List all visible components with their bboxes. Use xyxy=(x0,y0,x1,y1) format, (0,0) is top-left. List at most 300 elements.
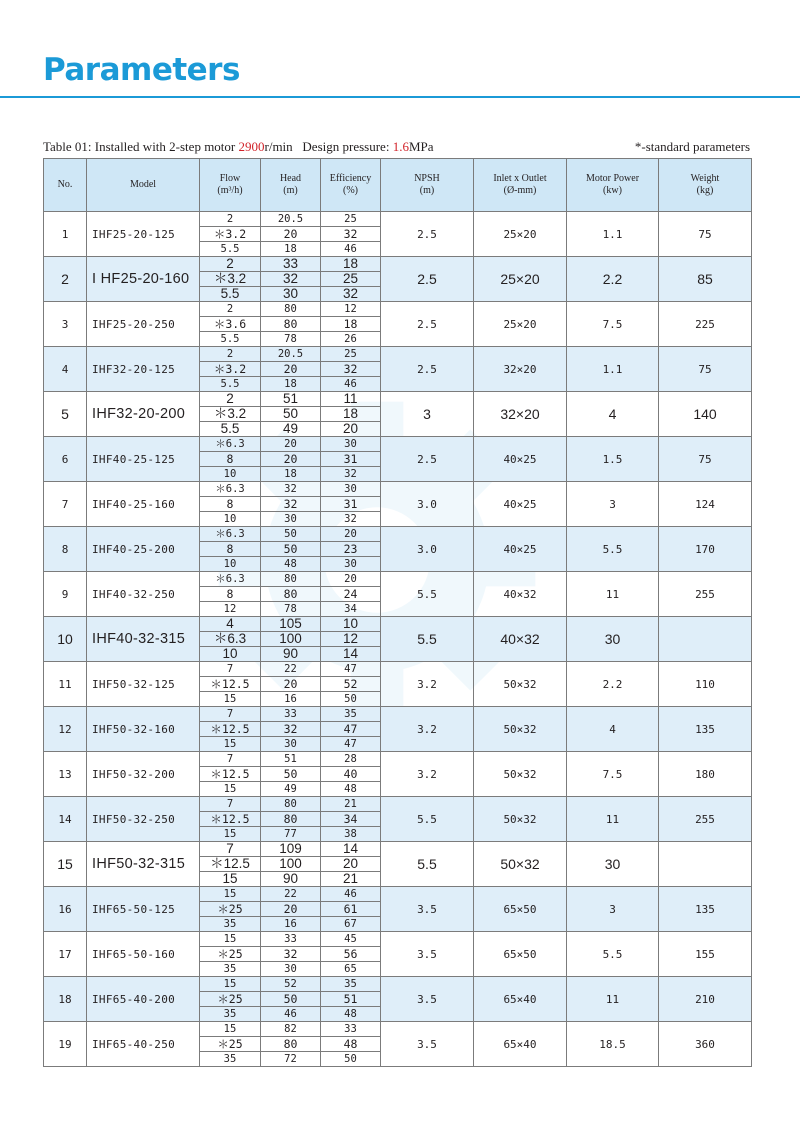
npsh-cell: 5.5 xyxy=(381,797,474,842)
efficiency-cell: 23 xyxy=(321,542,381,557)
head-cell: 51 xyxy=(261,752,321,767)
head-cell: 90 xyxy=(261,647,321,662)
row-number: 12 xyxy=(44,707,87,752)
efficiency-cell: 34 xyxy=(321,602,381,617)
title-divider xyxy=(0,96,800,98)
efficiency-cell: 38 xyxy=(321,827,381,842)
model-cell: IHF40-25-125 xyxy=(87,437,200,482)
table-header-row xyxy=(44,159,752,212)
motor-power-cell: 3 xyxy=(567,887,659,932)
pump-row-group xyxy=(44,977,752,1022)
npsh-cell: 3.2 xyxy=(381,662,474,707)
flow-cell: ＊12.5 xyxy=(200,767,261,782)
flow-cell: 15 xyxy=(200,737,261,752)
inlet-outlet-cell: 50×32 xyxy=(474,842,567,887)
efficiency-cell: 51 xyxy=(321,992,381,1007)
npsh-cell: 3.0 xyxy=(381,482,474,527)
flow-cell: ＊3.2 xyxy=(200,272,261,287)
model-cell: IHF65-50-160 xyxy=(87,932,200,977)
pump-row-group xyxy=(44,257,752,302)
head-cell: 49 xyxy=(261,422,321,437)
efficiency-cell: 47 xyxy=(321,722,381,737)
efficiency-cell: 18 xyxy=(321,257,381,272)
npsh-cell: 2.5 xyxy=(381,347,474,392)
npsh-cell: 2.5 xyxy=(381,212,474,257)
efficiency-cell: 32 xyxy=(321,512,381,527)
table-row xyxy=(44,482,752,497)
efficiency-cell: 48 xyxy=(321,1037,381,1052)
head-cell: 72 xyxy=(261,1052,321,1067)
head-cell: 16 xyxy=(261,692,321,707)
pump-row-group xyxy=(44,527,752,572)
efficiency-cell: 48 xyxy=(321,1007,381,1022)
flow-cell: 2 xyxy=(200,392,261,407)
motor-power-cell: 7.5 xyxy=(567,302,659,347)
inlet-outlet-cell: 40×25 xyxy=(474,482,567,527)
flow-cell: 35 xyxy=(200,1052,261,1067)
weight-cell: 210 xyxy=(659,977,752,1022)
flow-cell: ＊25 xyxy=(200,1037,261,1052)
header-npsh: NPSH (m) xyxy=(381,159,474,212)
weight-cell: 255 xyxy=(659,572,752,617)
table-row xyxy=(44,977,752,992)
model-cell: IHF65-40-200 xyxy=(87,977,200,1022)
head-cell: 20 xyxy=(261,902,321,917)
weight-cell: 85 xyxy=(659,257,752,302)
weight-cell: 360 xyxy=(659,1022,752,1067)
weight-cell: 180 xyxy=(659,752,752,797)
flow-cell: 35 xyxy=(200,962,261,977)
weight-cell: 75 xyxy=(659,347,752,392)
flow-cell: ＊12.5 xyxy=(200,812,261,827)
head-cell: 78 xyxy=(261,332,321,347)
head-cell: 33 xyxy=(261,257,321,272)
flow-cell: ＊12.5 xyxy=(200,857,261,872)
header-flow: Flow (m³/h) xyxy=(200,159,261,212)
inlet-outlet-cell: 50×32 xyxy=(474,797,567,842)
head-cell: 100 xyxy=(261,857,321,872)
efficiency-cell: 40 xyxy=(321,767,381,782)
motor-power-cell: 1.5 xyxy=(567,437,659,482)
head-cell: 50 xyxy=(261,767,321,782)
weight-cell xyxy=(659,617,752,662)
head-cell: 105 xyxy=(261,617,321,632)
pump-row-group xyxy=(44,617,752,662)
motor-power-cell: 4 xyxy=(567,707,659,752)
pump-row-group xyxy=(44,752,752,797)
head-cell: 30 xyxy=(261,737,321,752)
efficiency-cell: 61 xyxy=(321,902,381,917)
weight-cell: 124 xyxy=(659,482,752,527)
motor-power-cell: 30 xyxy=(567,617,659,662)
weight-cell: 75 xyxy=(659,437,752,482)
npsh-cell: 3.5 xyxy=(381,887,474,932)
head-cell: 48 xyxy=(261,557,321,572)
efficiency-cell: 30 xyxy=(321,482,381,497)
efficiency-cell: 11 xyxy=(321,392,381,407)
flow-cell: 5.5 xyxy=(200,332,261,347)
head-cell: 90 xyxy=(261,872,321,887)
table-row xyxy=(44,302,752,317)
npsh-cell: 2.5 xyxy=(381,257,474,302)
model-cell: IHF50-32-125 xyxy=(87,662,200,707)
efficiency-cell: 47 xyxy=(321,662,381,677)
flow-cell: 10 xyxy=(200,647,261,662)
flow-cell: 2 xyxy=(200,257,261,272)
head-cell: 80 xyxy=(261,812,321,827)
flow-cell: 15 xyxy=(200,932,261,947)
weight-cell: 140 xyxy=(659,392,752,437)
model-cell: IHF25-20-250 xyxy=(87,302,200,347)
model-cell: IHF50-32-250 xyxy=(87,797,200,842)
head-cell: 51 xyxy=(261,392,321,407)
flow-cell: ＊25 xyxy=(200,902,261,917)
row-number: 11 xyxy=(44,662,87,707)
motor-power-cell: 1.1 xyxy=(567,347,659,392)
efficiency-cell: 35 xyxy=(321,707,381,722)
flow-cell: 5.5 xyxy=(200,242,261,257)
caption-pressure-unit: MPa xyxy=(408,139,434,154)
efficiency-cell: 32 xyxy=(321,227,381,242)
head-cell: 20 xyxy=(261,677,321,692)
model-cell: IHF40-25-160 xyxy=(87,482,200,527)
weight-cell: 110 xyxy=(659,662,752,707)
header-efficiency: Efficiency (%) xyxy=(321,159,381,212)
efficiency-cell: 32 xyxy=(321,467,381,482)
row-number: 13 xyxy=(44,752,87,797)
caption-pressure: 1.6 xyxy=(392,139,409,154)
weight-cell: 135 xyxy=(659,707,752,752)
head-cell: 32 xyxy=(261,947,321,962)
efficiency-cell: 21 xyxy=(321,797,381,812)
caption-prefix: Table 01: Installed with 2-step motor xyxy=(43,139,239,154)
head-cell: 18 xyxy=(261,242,321,257)
flow-cell: 15 xyxy=(200,887,261,902)
efficiency-cell: 50 xyxy=(321,692,381,707)
model-cell: IHF65-40-250 xyxy=(87,1022,200,1067)
inlet-outlet-cell: 25×20 xyxy=(474,212,567,257)
head-cell: 30 xyxy=(261,512,321,527)
efficiency-cell: 12 xyxy=(321,302,381,317)
efficiency-cell: 10 xyxy=(321,617,381,632)
row-number: 18 xyxy=(44,977,87,1022)
flow-cell: 10 xyxy=(200,557,261,572)
motor-power-cell: 5.5 xyxy=(567,527,659,572)
head-cell: 30 xyxy=(261,962,321,977)
inlet-outlet-cell: 50×32 xyxy=(474,752,567,797)
pump-row-group xyxy=(44,482,752,527)
head-cell: 32 xyxy=(261,722,321,737)
header-inlet-outlet: Inlet x Outlet (Ø-mm) xyxy=(474,159,567,212)
table-row xyxy=(44,752,752,767)
row-number: 15 xyxy=(44,842,87,887)
head-cell: 32 xyxy=(261,272,321,287)
efficiency-cell: 18 xyxy=(321,317,381,332)
flow-cell: ＊6.3 xyxy=(200,482,261,497)
flow-cell: 7 xyxy=(200,707,261,722)
row-number: 17 xyxy=(44,932,87,977)
head-cell: 22 xyxy=(261,887,321,902)
head-cell: 80 xyxy=(261,797,321,812)
head-cell: 109 xyxy=(261,842,321,857)
pump-row-group xyxy=(44,1022,752,1067)
npsh-cell: 5.5 xyxy=(381,572,474,617)
flow-cell: 7 xyxy=(200,842,261,857)
head-cell: 52 xyxy=(261,977,321,992)
head-cell: 33 xyxy=(261,707,321,722)
flow-cell: 7 xyxy=(200,752,261,767)
efficiency-cell: 47 xyxy=(321,737,381,752)
efficiency-cell: 33 xyxy=(321,1022,381,1037)
efficiency-cell: 56 xyxy=(321,947,381,962)
head-cell: 46 xyxy=(261,1007,321,1022)
flow-cell: ＊25 xyxy=(200,992,261,1007)
npsh-cell: 3.2 xyxy=(381,752,474,797)
head-cell: 100 xyxy=(261,632,321,647)
model-cell: IHF40-32-250 xyxy=(87,572,200,617)
header-head: Head (m) xyxy=(261,159,321,212)
table-row xyxy=(44,617,752,632)
weight-cell: 75 xyxy=(659,212,752,257)
flow-cell: ＊3.6 xyxy=(200,317,261,332)
head-cell: 30 xyxy=(261,287,321,302)
flow-cell: 15 xyxy=(200,1022,261,1037)
model-cell: IHF40-32-315 xyxy=(87,617,200,662)
inlet-outlet-cell: 50×32 xyxy=(474,662,567,707)
table-row xyxy=(44,257,752,272)
page-title: Parameters xyxy=(43,52,240,88)
table-row xyxy=(44,932,752,947)
flow-cell: 35 xyxy=(200,917,261,932)
inlet-outlet-cell: 32×20 xyxy=(474,392,567,437)
flow-cell: ＊12.5 xyxy=(200,722,261,737)
weight-cell xyxy=(659,842,752,887)
flow-cell: 2 xyxy=(200,347,261,362)
standard-parameters-note: *-standard parameters xyxy=(634,139,750,154)
inlet-outlet-cell: 40×32 xyxy=(474,572,567,617)
efficiency-cell: 21 xyxy=(321,872,381,887)
efficiency-cell: 31 xyxy=(321,452,381,467)
pump-row-group xyxy=(44,932,752,977)
weight-cell: 155 xyxy=(659,932,752,977)
inlet-outlet-cell: 65×40 xyxy=(474,977,567,1022)
model-cell: I HF25-20-160 xyxy=(87,257,200,302)
efficiency-cell: 25 xyxy=(321,272,381,287)
motor-power-cell: 11 xyxy=(567,572,659,617)
npsh-cell: 3.5 xyxy=(381,1022,474,1067)
flow-cell: 7 xyxy=(200,662,261,677)
flow-cell: ＊6.3 xyxy=(200,437,261,452)
head-cell: 50 xyxy=(261,992,321,1007)
head-cell: 80 xyxy=(261,587,321,602)
flow-cell: ＊6.3 xyxy=(200,527,261,542)
efficiency-cell: 46 xyxy=(321,377,381,392)
row-number: 5 xyxy=(44,392,87,437)
row-number: 2 xyxy=(44,257,87,302)
motor-power-cell: 4 xyxy=(567,392,659,437)
motor-power-cell: 2.2 xyxy=(567,662,659,707)
caption-speed-unit: r/min xyxy=(264,139,293,154)
efficiency-cell: 14 xyxy=(321,647,381,662)
head-cell: 22 xyxy=(261,662,321,677)
row-number: 4 xyxy=(44,347,87,392)
inlet-outlet-cell: 25×20 xyxy=(474,302,567,347)
caption-pressure-label: Design pressure: xyxy=(292,139,393,154)
table-row xyxy=(44,527,752,542)
efficiency-cell: 20 xyxy=(321,527,381,542)
efficiency-cell: 46 xyxy=(321,887,381,902)
flow-cell: 8 xyxy=(200,452,261,467)
efficiency-cell: 48 xyxy=(321,782,381,797)
npsh-cell: 5.5 xyxy=(381,842,474,887)
table-caption xyxy=(43,139,434,155)
npsh-cell: 3.2 xyxy=(381,707,474,752)
flow-cell: 8 xyxy=(200,587,261,602)
flow-cell: 8 xyxy=(200,497,261,512)
flow-cell: 7 xyxy=(200,797,261,812)
npsh-cell: 3 xyxy=(381,392,474,437)
efficiency-cell: 20 xyxy=(321,572,381,587)
head-cell: 50 xyxy=(261,542,321,557)
flow-cell: ＊25 xyxy=(200,947,261,962)
flow-cell: ＊3.2 xyxy=(200,227,261,242)
row-number: 7 xyxy=(44,482,87,527)
pump-row-group xyxy=(44,887,752,932)
head-cell: 16 xyxy=(261,917,321,932)
efficiency-cell: 12 xyxy=(321,632,381,647)
efficiency-cell: 18 xyxy=(321,407,381,422)
efficiency-cell: 20 xyxy=(321,857,381,872)
flow-cell: ＊6.3 xyxy=(200,632,261,647)
efficiency-cell: 14 xyxy=(321,842,381,857)
row-number: 8 xyxy=(44,527,87,572)
head-cell: 50 xyxy=(261,527,321,542)
flow-cell: ＊12.5 xyxy=(200,677,261,692)
flow-cell: 10 xyxy=(200,467,261,482)
table-row xyxy=(44,797,752,812)
pump-row-group xyxy=(44,572,752,617)
inlet-outlet-cell: 25×20 xyxy=(474,257,567,302)
npsh-cell: 3.5 xyxy=(381,932,474,977)
model-cell: IHF25-20-125 xyxy=(87,212,200,257)
efficiency-cell: 24 xyxy=(321,587,381,602)
head-cell: 18 xyxy=(261,377,321,392)
pump-row-group xyxy=(44,707,752,752)
head-cell: 80 xyxy=(261,572,321,587)
head-cell: 33 xyxy=(261,932,321,947)
row-number: 1 xyxy=(44,212,87,257)
efficiency-cell: 35 xyxy=(321,977,381,992)
flow-cell: ＊3.2 xyxy=(200,407,261,422)
efficiency-cell: 25 xyxy=(321,347,381,362)
table-row xyxy=(44,572,752,587)
motor-power-cell: 18.5 xyxy=(567,1022,659,1067)
row-number: 6 xyxy=(44,437,87,482)
efficiency-cell: 50 xyxy=(321,1052,381,1067)
inlet-outlet-cell: 65×50 xyxy=(474,887,567,932)
head-cell: 32 xyxy=(261,482,321,497)
pump-row-group xyxy=(44,392,752,437)
efficiency-cell: 67 xyxy=(321,917,381,932)
motor-power-cell: 5.5 xyxy=(567,932,659,977)
efficiency-cell: 65 xyxy=(321,962,381,977)
efficiency-cell: 34 xyxy=(321,812,381,827)
pump-row-group xyxy=(44,302,752,347)
table-row xyxy=(44,707,752,722)
motor-power-cell: 7.5 xyxy=(567,752,659,797)
head-cell: 80 xyxy=(261,1037,321,1052)
caption-speed: 2900 xyxy=(238,139,265,154)
inlet-outlet-cell: 65×40 xyxy=(474,1022,567,1067)
head-cell: 78 xyxy=(261,602,321,617)
row-number: 16 xyxy=(44,887,87,932)
table-row xyxy=(44,662,752,677)
motor-power-cell: 1.1 xyxy=(567,212,659,257)
pump-row-group xyxy=(44,437,752,482)
header-weight: Weight (kg) xyxy=(659,159,752,212)
efficiency-cell: 46 xyxy=(321,242,381,257)
table-row xyxy=(44,347,752,362)
npsh-cell: 2.5 xyxy=(381,302,474,347)
npsh-cell: 2.5 xyxy=(381,437,474,482)
model-cell: IHF50-32-160 xyxy=(87,707,200,752)
model-cell: IHF65-50-125 xyxy=(87,887,200,932)
row-number: 3 xyxy=(44,302,87,347)
model-cell: IHF32-20-125 xyxy=(87,347,200,392)
head-cell: 80 xyxy=(261,302,321,317)
flow-cell: 2 xyxy=(200,302,261,317)
flow-cell: 5.5 xyxy=(200,287,261,302)
flow-cell: 35 xyxy=(200,1007,261,1022)
model-cell: IHF50-32-315 xyxy=(87,842,200,887)
table-row xyxy=(44,212,752,227)
head-cell: 50 xyxy=(261,407,321,422)
inlet-outlet-cell: 40×25 xyxy=(474,527,567,572)
table-row xyxy=(44,842,752,857)
header-no: No. xyxy=(44,159,87,212)
efficiency-cell: 30 xyxy=(321,437,381,452)
weight-cell: 225 xyxy=(659,302,752,347)
head-cell: 18 xyxy=(261,467,321,482)
efficiency-cell: 52 xyxy=(321,677,381,692)
model-cell: IHF50-32-200 xyxy=(87,752,200,797)
inlet-outlet-cell: 40×32 xyxy=(474,617,567,662)
pump-row-group xyxy=(44,347,752,392)
motor-power-cell: 11 xyxy=(567,977,659,1022)
head-cell: 77 xyxy=(261,827,321,842)
npsh-cell: 3.5 xyxy=(381,977,474,1022)
motor-power-cell: 11 xyxy=(567,797,659,842)
flow-cell: 4 xyxy=(200,617,261,632)
head-cell: 82 xyxy=(261,1022,321,1037)
inlet-outlet-cell: 50×32 xyxy=(474,707,567,752)
row-number: 19 xyxy=(44,1022,87,1067)
efficiency-cell: 45 xyxy=(321,932,381,947)
pump-row-group xyxy=(44,662,752,707)
efficiency-cell: 26 xyxy=(321,332,381,347)
npsh-cell: 3.0 xyxy=(381,527,474,572)
head-cell: 49 xyxy=(261,782,321,797)
flow-cell: 15 xyxy=(200,782,261,797)
pump-row-group xyxy=(44,212,752,257)
motor-power-cell: 3 xyxy=(567,482,659,527)
table-row xyxy=(44,392,752,407)
flow-cell: 15 xyxy=(200,827,261,842)
header-model: Model xyxy=(87,159,200,212)
flow-cell: 12 xyxy=(200,602,261,617)
row-number: 10 xyxy=(44,617,87,662)
table-row xyxy=(44,437,752,452)
